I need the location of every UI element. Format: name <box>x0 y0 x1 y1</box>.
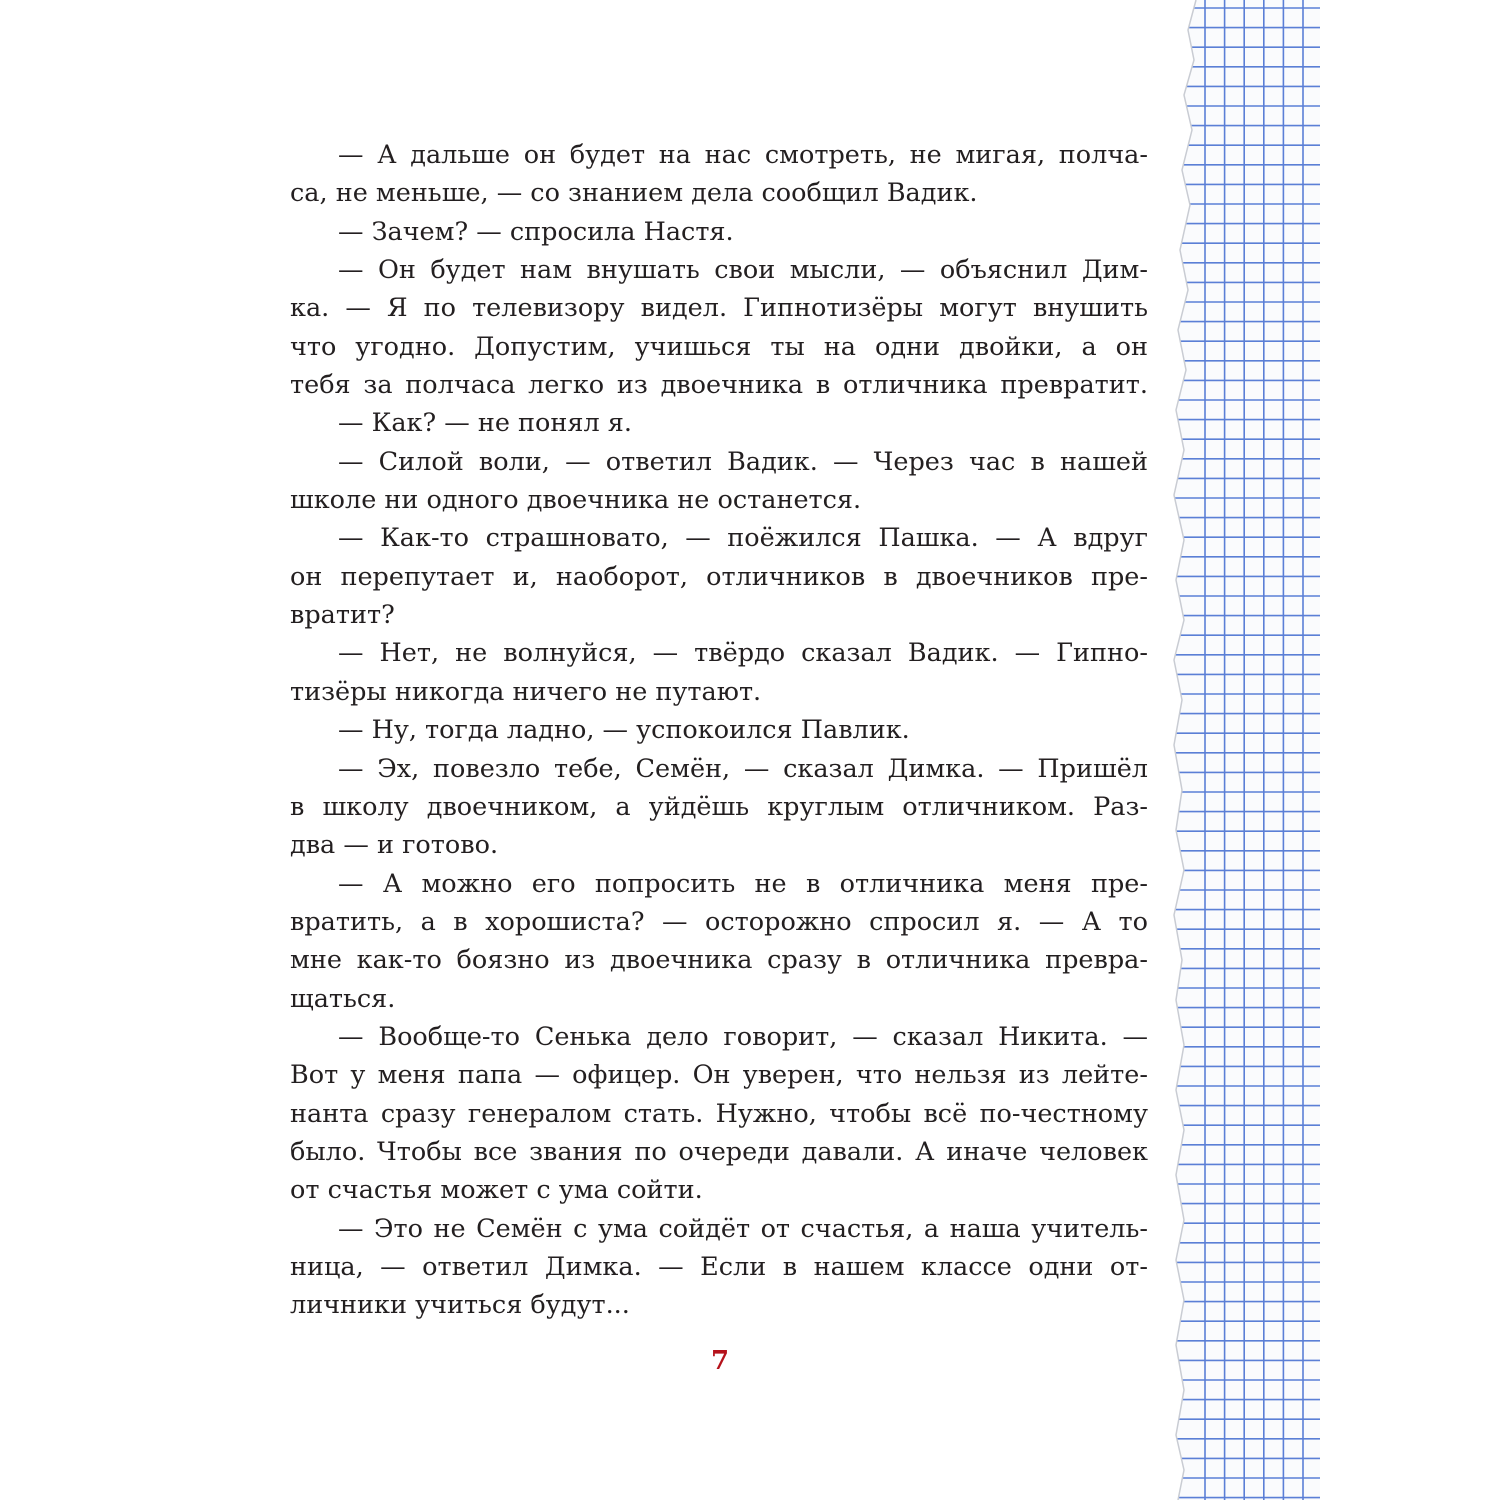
text-line: — Эх, повезло тебе, Семён, — сказал Димка. — Пришёл <box>338 753 1148 784</box>
text-line: в школу двоечником, а уйдёшь круглым отличником. Раз- <box>290 791 1148 822</box>
text-line: ница, — ответил Димка. — Если в нашем классе одни от- <box>290 1251 1148 1282</box>
text-line: — Это не Семён с ума сойдёт от счастья, а наша учитель- <box>338 1213 1148 1244</box>
text-line: — Нет, не волнуйся, — твёрдо сказал Вадик. — Гипно- <box>338 638 1148 669</box>
text-line: Вот у меня папа — офицер. Он уверен, что нельзя из лейте- <box>290 1060 1148 1091</box>
text-line: вратить, а в хорошиста? — осторожно спросил я. — А то <box>290 906 1148 937</box>
text-line: са, не меньше, — со знанием дела сообщил Вадик. <box>290 178 978 209</box>
text-line: — А можно его попросить не в отличника меня пре- <box>338 868 1148 899</box>
text-line: тебя за полчаса легко из двоечника в отличника превратит. <box>290 370 1148 401</box>
text-line: он перепутает и, наоборот, отличников в двоечников пре- <box>290 561 1148 592</box>
paper-background <box>1170 0 1320 1500</box>
text-line: два — и готово. <box>290 830 499 861</box>
text-line: — Вообще-то Сенька дело говорит, — сказал Никита. — <box>338 1021 1148 1052</box>
text-line: — Как-то страшновато, — поёжился Пашка. — А вдруг <box>338 523 1148 554</box>
text-line: нанта сразу генералом стать. Нужно, чтобы всё по-честному <box>290 1098 1148 1129</box>
text-line: — Ну, тогда ладно, — успокоился Павлик. <box>338 715 910 746</box>
text-line: тизёры никогда ничего не путают. <box>290 676 762 707</box>
text-line: мне как-то боязно из двоечника сразу в отличника превра- <box>290 945 1148 976</box>
text-line: — Зачем? — спросила Настя. <box>338 216 734 247</box>
text-line: от счастья может с ума сойти. <box>290 1175 703 1206</box>
text-line: — Силой воли, — ответил Вадик. — Через час в нашей <box>338 446 1148 477</box>
body-text <box>290 136 1148 1325</box>
text-line: школе ни одного двоечника не останется. <box>290 485 862 516</box>
text-line: вратит? <box>290 600 395 631</box>
text-line: ка. — Я по телевизору видел. Гипнотизёры могут внушить <box>290 293 1148 324</box>
text-line: щаться. <box>290 983 396 1014</box>
text-line: — А дальше он будет на нас смотреть, не мигая, полча- <box>338 140 1148 170</box>
text-line: — Как? — не понял я. <box>338 408 632 439</box>
text-line: было. Чтобы все звания по очереди давали. А иначе человек <box>290 1136 1148 1167</box>
text-line: что угодно. Допустим, учишься ты на одни двойки, а он <box>290 331 1148 362</box>
text-line: личники учиться будут... <box>290 1290 630 1321</box>
text-line: — Он будет нам внушать свои мысли, — объяснил Дим- <box>338 255 1148 286</box>
page-number: 7 <box>710 1346 730 1376</box>
notebook-paper-decoration <box>1170 0 1320 1500</box>
